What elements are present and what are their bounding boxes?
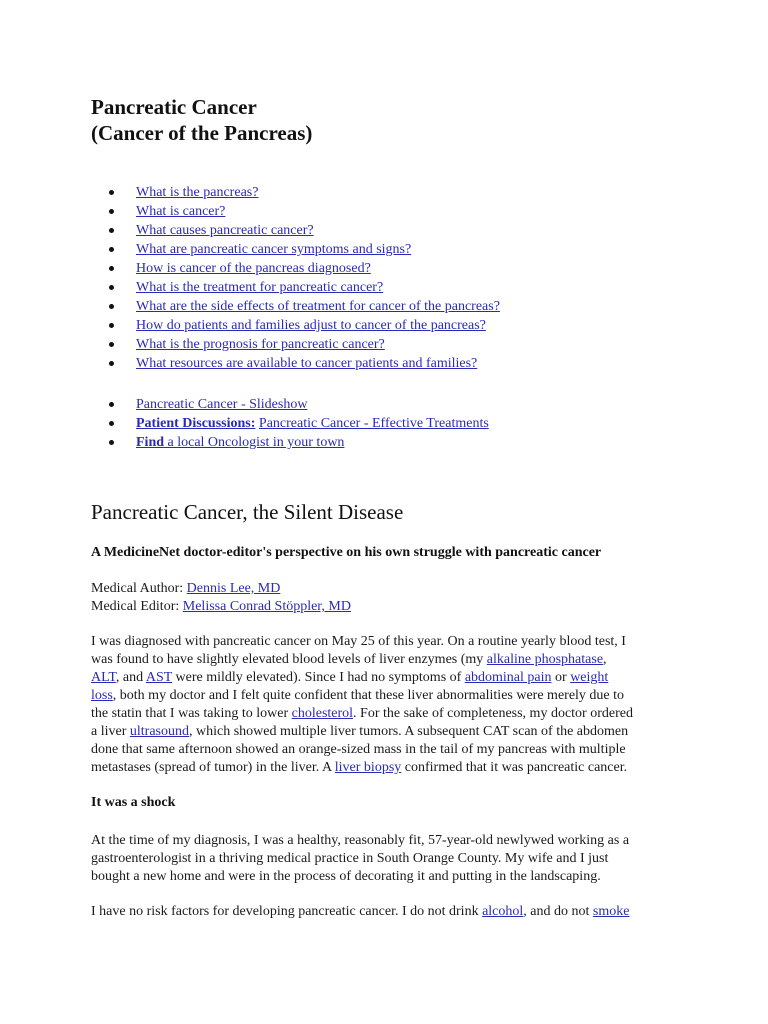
- weight-loss-link-part2[interactable]: loss: [91, 688, 113, 703]
- bullet-icon: [109, 228, 114, 233]
- paragraph-background: [91, 832, 681, 886]
- toc-link-pancreas[interactable]: What is the pancreas?: [136, 185, 259, 200]
- text-line: I was diagnosed with pancreatic cancer on May 25 of this year. On a routine yearly blood test, I: [91, 634, 626, 649]
- patient-discussions-label: Patient Discussions:: [136, 416, 256, 431]
- text-line: At the time of my diagnosis, I was a healthy, reasonably fit, 57-year-old newlywed working as a: [91, 833, 630, 848]
- toc-item: [109, 221, 500, 240]
- toc-item: [109, 259, 500, 278]
- abdominal-pain-link[interactable]: abdominal pain: [464, 670, 552, 685]
- text-line: gastroenterologist in a thriving medical practice in South Orange County. My wife and I just: [91, 851, 609, 866]
- toc-item: [109, 354, 500, 373]
- text-span: confirmed that it was pancreatic cancer.: [401, 760, 628, 775]
- text-line: bought a new home and were in the process of decorating it and putting in the landscaping.: [91, 869, 601, 884]
- article-heading: Pancreatic Cancer, the Silent Disease: [91, 500, 404, 524]
- find-text: a local Oncologist in your town: [167, 435, 345, 450]
- bullet-icon: [109, 190, 114, 195]
- text-span: or: [551, 670, 571, 685]
- toc-item: [109, 335, 500, 354]
- toc-item: [109, 183, 500, 202]
- patient-discussions-link[interactable]: [136, 416, 255, 431]
- bullet-icon: [109, 421, 114, 426]
- section-heading-shock: It was a shock: [91, 795, 176, 810]
- toc-item: [109, 316, 500, 335]
- toc-item: [109, 240, 500, 259]
- text-span: , and do not: [523, 904, 593, 919]
- weight-loss-link-part1[interactable]: weight: [570, 670, 609, 685]
- text-line: [91, 903, 681, 921]
- related-item: [109, 433, 489, 452]
- toc-link-adjust[interactable]: How do patients and families adjust to cancer of the pancreas?: [136, 318, 486, 333]
- toc-item: [109, 278, 500, 297]
- toc-item: [109, 202, 500, 221]
- editor-line: [91, 598, 351, 616]
- liver-biopsy-link[interactable]: liver biopsy: [334, 760, 402, 775]
- toc-link-side-effects[interactable]: What are the side effects of treatment for cancer of the pancreas?: [136, 299, 500, 314]
- bullet-icon: [109, 304, 114, 309]
- text-span: . For the sake of completeness, my doctor ordered: [353, 706, 633, 721]
- page-title: [91, 94, 312, 146]
- related-item: [109, 395, 489, 414]
- find-oncologist-link[interactable]: [136, 435, 344, 450]
- toc-item: [109, 297, 500, 316]
- effective-treatments-link[interactable]: Pancreatic Cancer - Effective Treatments: [258, 416, 489, 431]
- toc-link-symptoms[interactable]: What are pancreatic cancer symptoms and signs?: [136, 242, 412, 257]
- bullet-icon: [109, 266, 114, 271]
- bullet-icon: [109, 361, 114, 366]
- bullet-icon: [109, 440, 114, 445]
- table-of-contents: [109, 183, 500, 373]
- text-span: , which showed multiple liver tumors. A subsequent CAT scan of the abdomen: [188, 724, 629, 739]
- text-line: [91, 759, 681, 777]
- paragraph-risk-factors: [91, 903, 681, 921]
- page-title-line-1: Pancreatic Cancer: [91, 95, 257, 119]
- bullet-icon: [109, 342, 114, 347]
- paragraph-diagnosis: [91, 633, 681, 777]
- text-span: were mildly elevated). Since I had no symptoms of: [172, 670, 465, 685]
- text-span: was found to have slightly elevated blood levels of liver enzymes (my: [91, 652, 487, 667]
- related-item: [109, 414, 489, 433]
- alcohol-link[interactable]: alcohol: [482, 904, 524, 919]
- text-span: metastases (spread of tumor) in the liver. A: [91, 760, 335, 775]
- toc-link-treatment[interactable]: What is the treatment for pancreatic cancer?: [136, 280, 384, 295]
- text-span: the statin that I was taking to lower: [91, 706, 292, 721]
- text-span: , and: [115, 670, 146, 685]
- bullet-icon: [109, 285, 114, 290]
- toc-link-causes[interactable]: What causes pancreatic cancer?: [136, 223, 314, 238]
- text-line: [91, 687, 681, 705]
- toc-link-resources[interactable]: What resources are available to cancer patients and families?: [136, 356, 478, 371]
- text-span: ,: [603, 652, 607, 667]
- text-line: [91, 723, 681, 741]
- text-line: [91, 669, 681, 687]
- text-line: [91, 705, 681, 723]
- text-span: I have no risk factors for developing pancreatic cancer. I do not drink: [91, 904, 483, 919]
- author-line: [91, 580, 280, 598]
- bullet-icon: [109, 209, 114, 214]
- bullet-icon: [109, 323, 114, 328]
- related-links: [109, 395, 489, 452]
- bullet-icon: [109, 402, 114, 407]
- bullet-icon: [109, 247, 114, 252]
- author-label: Medical Author:: [91, 581, 184, 596]
- find-label: Find: [136, 435, 165, 450]
- alt-link[interactable]: ALT: [91, 670, 116, 685]
- toc-link-prognosis[interactable]: What is the prognosis for pancreatic cancer?: [136, 337, 385, 352]
- toc-link-diagnosis[interactable]: How is cancer of the pancreas diagnosed?: [136, 261, 371, 276]
- alkaline-phosphatase-link[interactable]: alkaline phosphatase: [486, 652, 604, 667]
- editor-link[interactable]: Melissa Conrad Stöppler, MD: [182, 599, 351, 614]
- ast-link[interactable]: AST: [145, 670, 173, 685]
- cholesterol-link[interactable]: cholesterol: [291, 706, 354, 721]
- editor-label: Medical Editor:: [91, 599, 180, 614]
- ultrasound-link[interactable]: ultrasound: [129, 724, 189, 739]
- smoke-link[interactable]: smoke: [592, 904, 630, 919]
- slideshow-link[interactable]: Pancreatic Cancer - Slideshow: [136, 397, 308, 412]
- article-subheading: A MedicineNet doctor-editor's perspective on his own struggle with pancreatic cancer: [91, 545, 602, 560]
- text-line: done that same afternoon showed an orange-sized mass in the tail of my pancreas with multiple: [91, 742, 626, 757]
- page-title-line-2: (Cancer of the Pancreas): [91, 121, 313, 145]
- toc-link-cancer[interactable]: What is cancer?: [136, 204, 226, 219]
- text-line: [91, 651, 681, 669]
- text-span: a liver: [91, 724, 130, 739]
- author-link[interactable]: Dennis Lee, MD: [186, 581, 281, 596]
- text-span: , both my doctor and I felt quite confident that these liver abnormalities were merely due to: [112, 688, 625, 703]
